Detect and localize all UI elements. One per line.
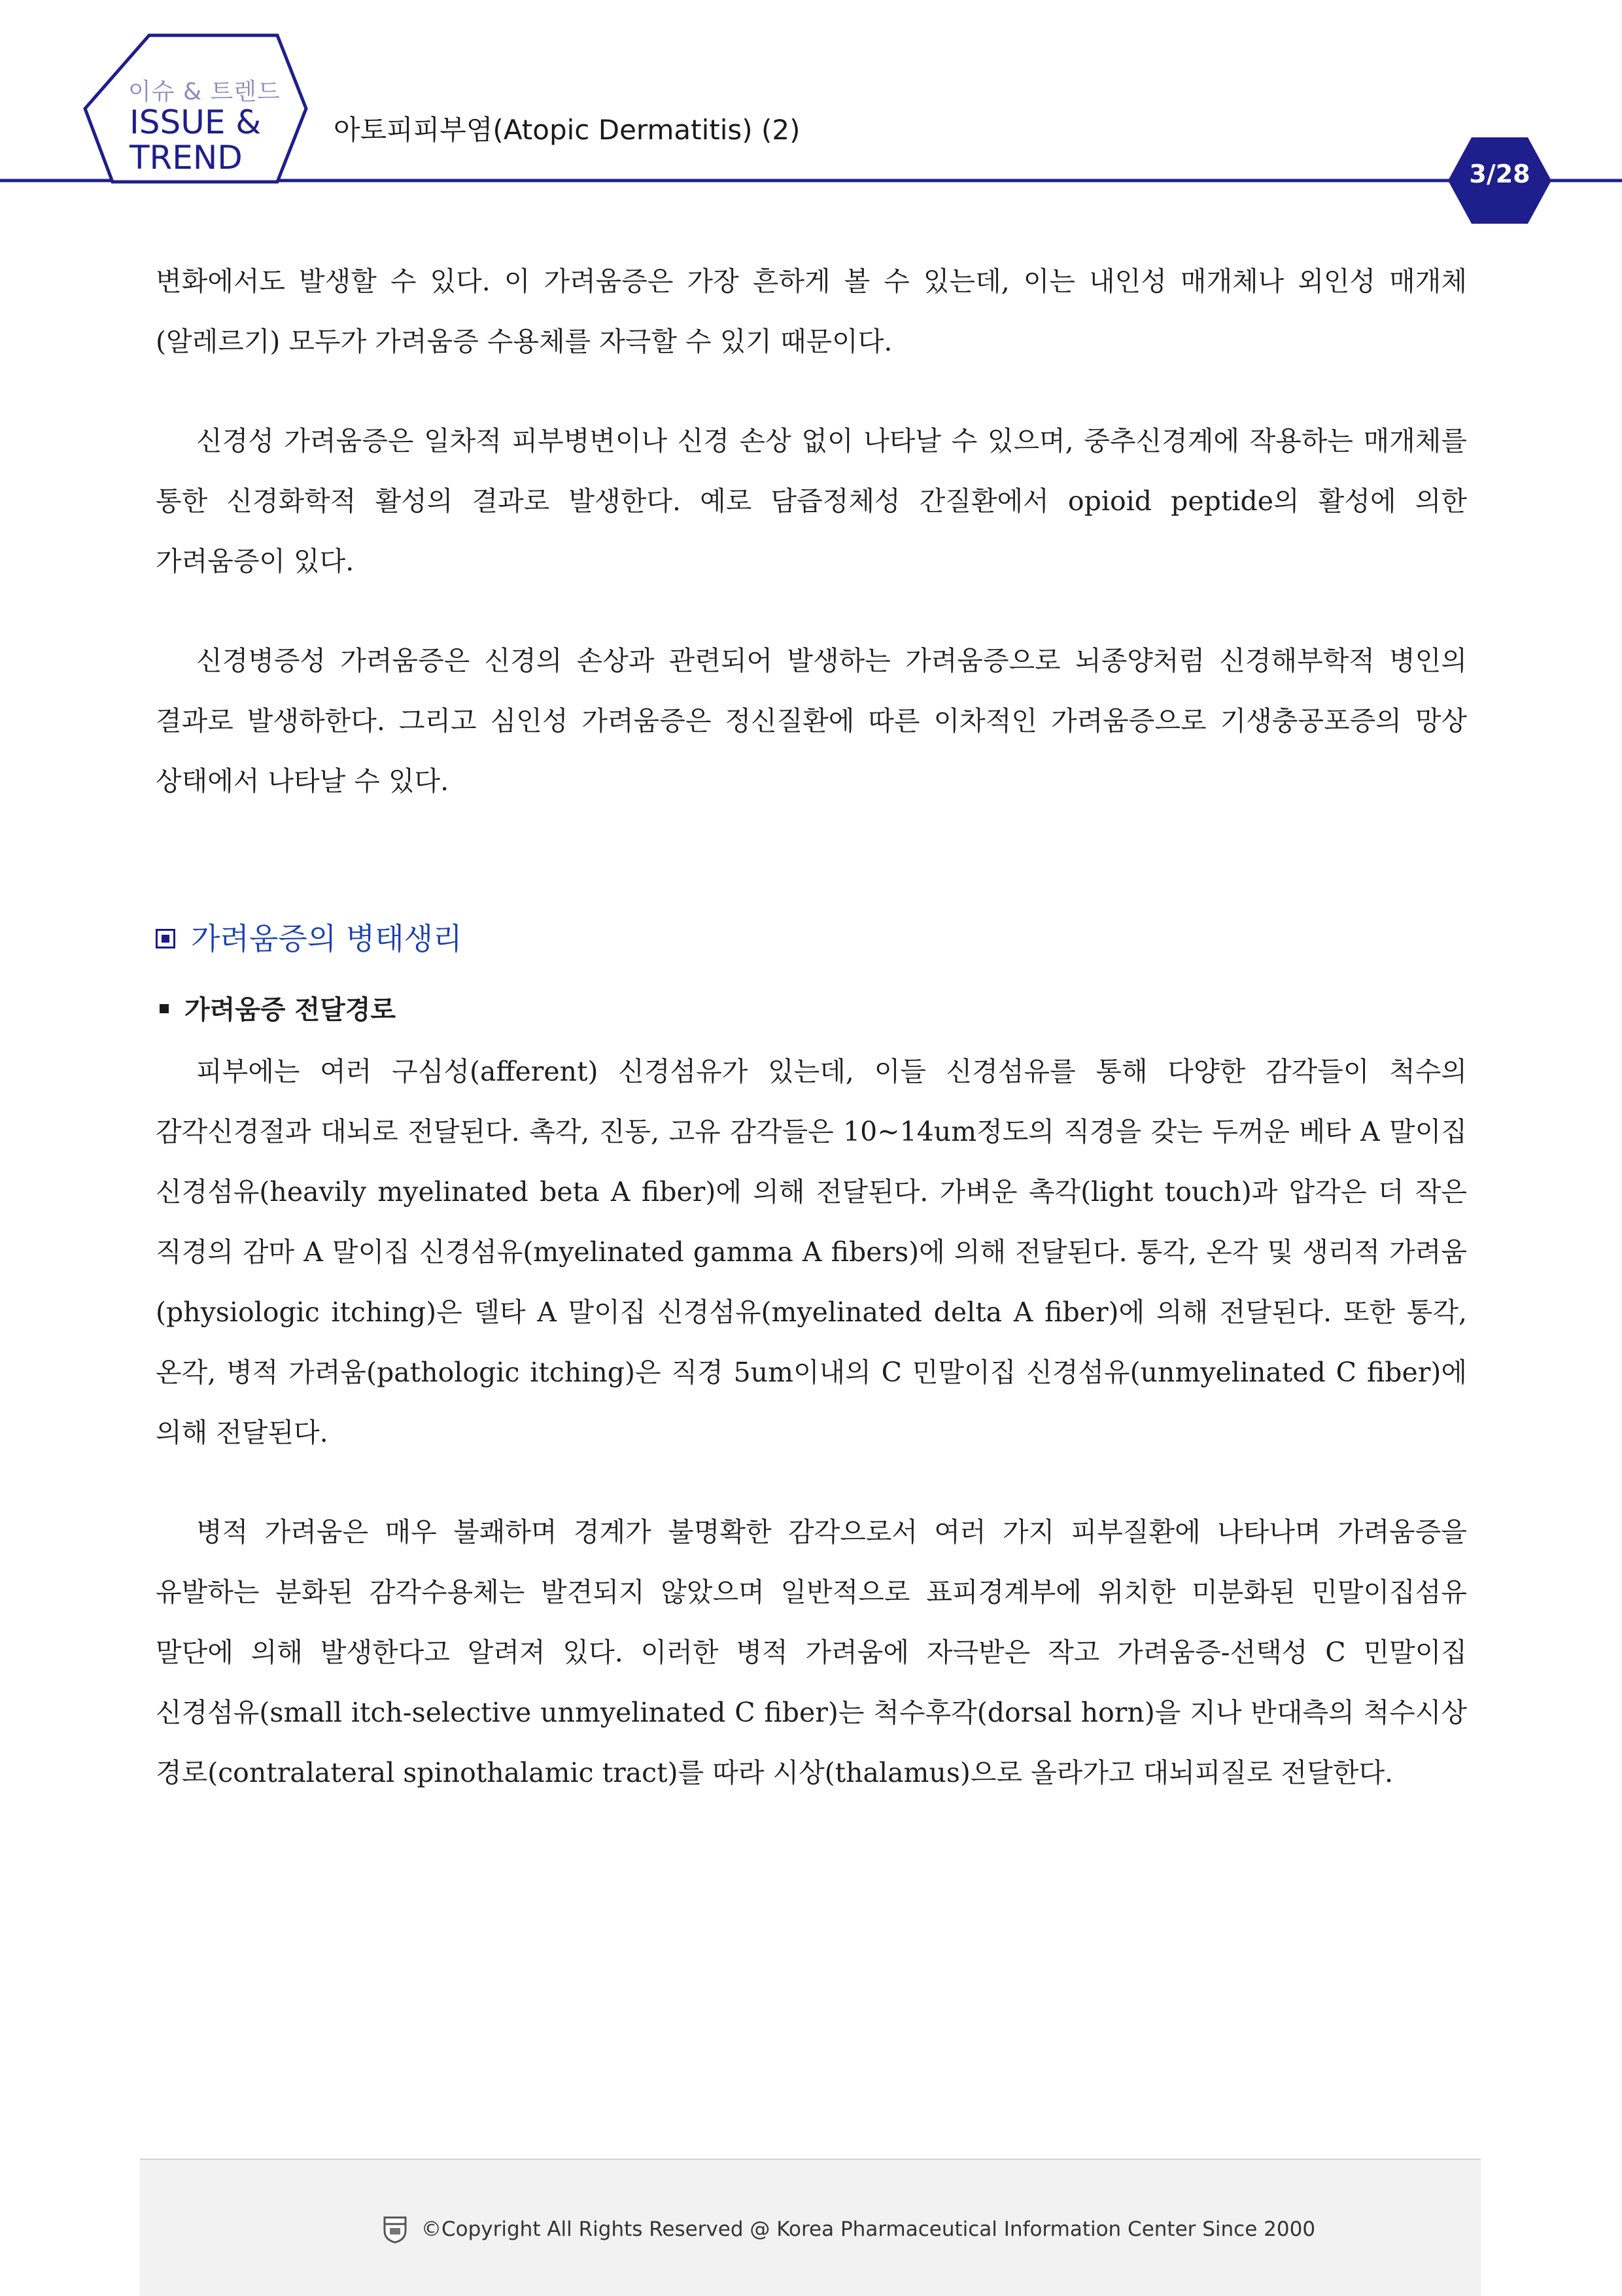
document-title: 아토피피부염(Atopic Dermatitis) (2) xyxy=(334,114,801,146)
paragraph-top-2: 신경성 가려움증은 일차적 피부병변이나 신경 손상 없이 나타날 수 있으며, 중추신경계에 작용하는 매개체를 통한 신경화학적 활성의 결과로 발생한다. 예로 담즙정체성 간질환에서 opioid peptide의 활성에 의한 가려움증이 있다. xyxy=(156,425,1467,577)
section-heading xyxy=(156,909,1467,968)
page-header xyxy=(0,0,1622,235)
emblem-icon xyxy=(382,2215,408,2244)
footer-inner xyxy=(382,2215,1315,2244)
badge-english-line1: ISSUE & xyxy=(129,103,262,141)
badge-english-line2: TREND xyxy=(129,139,243,177)
paragraph-top-3: 신경병증성 가려움증은 신경의 손상과 관련되어 발생하는 가려움증으로 뇌종양처럼 신경해부학적 병인의 결과로 발생하한다. 그리고 심인성 가려움증은 정신질환에 따른 이차적인 가려움증으로 기생충공포증의 망상 상태에서 나타날 수 있다. xyxy=(156,645,1467,797)
main-content xyxy=(156,251,1467,1842)
page-footer xyxy=(140,2159,1481,2296)
sub-heading-text: 가려움증 전달경로 xyxy=(184,995,396,1025)
checkbox-square-icon xyxy=(156,929,175,948)
paragraph-top-1: 변화에서도 발생할 수 있다. 이 가려움증은 가장 흔하게 볼 수 있는데, 이는 내인성 매개체나 외인성 매개체(알레르기) 모두가 가려움증 수용체를 자극할 수 있기 때문이다. xyxy=(156,266,1467,357)
square-bullet-icon xyxy=(160,1004,169,1013)
badge-korean-label: 이슈 & 트렌드 xyxy=(128,78,281,105)
copyright-text: ©Copyright All Rights Reserved @ Korea Pharmaceutical Information Center Since 2000 xyxy=(421,2218,1316,2241)
sub-heading xyxy=(156,985,1467,1035)
paragraph-bottom-2: 병적 가려움은 매우 불쾌하며 경계가 불명확한 감각으로서 여러 가지 피부질환에 나타나며 가려움증을 유발하는 분화된 감각수용체는 발견되지 않았으며 일반적으로 표피경계부에 위치한 미분화된 민말이집섬유 말단에 의해 발생한다고 알려져 있다. 이러한 병적 가려움에 자극받은 작고 가려움증-선택성 C 민말이집 신경섬유(small itch-selective unmyelinated C fiber)는 척수후각(dorsal horn)을 지나 반대측의 척수시상 경로(contralateral spinothalamic tract)를 따라 시상(thalamus)으로 올라가고 대뇌피질로 전달한다. xyxy=(156,1516,1467,1788)
page-number: 3/28 xyxy=(1469,160,1530,188)
paragraph-bottom-1: 피부에는 여러 구심성(afferent) 신경섬유가 있는데, 이들 신경섬유를 통해 다양한 감각들이 척수의 감각신경절과 대뇌로 전달된다. 촉각, 진동, 고유 감각들은 10~14um정도의 직경을 갖는 두꺼운 베타 A 말이집 신경섬유(heavily myelinated beta A fiber)에 의해 전달된다. 가벼운 촉각(light touch)과 압각은 더 작은 직경의 감마 A 말이집 신경섬유(myelinated gamma A fibers)에 의해 전달된다. 통각, 온각 및 생리적 가려움(physiologic itching)은 델타 A 말이집 신경섬유(myelinated delta A fiber)에 의해 전달된다. 또한 통각, 온각, 병적 가려움(pathologic itching)은 직경 5um이내의 C 민말이집 신경섬유(unmyelinated C fiber)에 의해 전달된다. xyxy=(156,1056,1467,1448)
section-heading-text: 가려움증의 병태생리 xyxy=(191,921,462,956)
